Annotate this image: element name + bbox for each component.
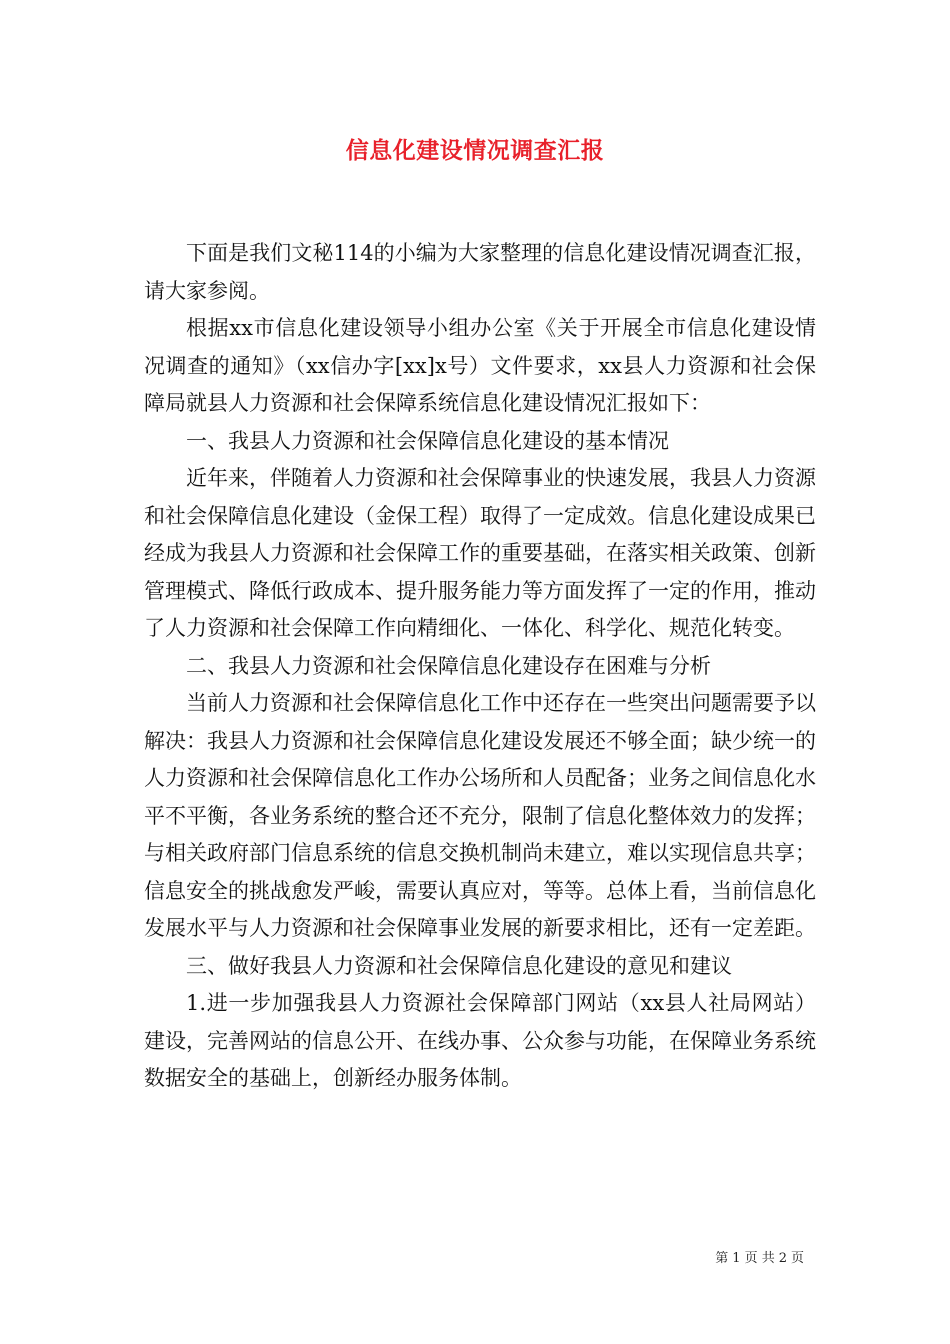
section-2-paragraph: 当前人力资源和社会保障信息化工作中还存在一些突出问题需要予以解决：我县人力资源和社会保障信息化建设发展还不够全面；缺少统一的人力资源和社会保障信息化工作办公场所和人员配备；业务之间信息化水平不平衡，各业务系统的整合还不充分，限制了信息化整体效力的发挥；与相关政府部门信息系统的信息交换机制尚未建立，难以实现信息共享；信息安全的挑战愈发严峻，需要认真应对，等等。总体上看，当前信息化发展水平与人力资源和社会保障事业发展的新要求相比，还有一定差距。 (144, 691, 816, 940)
page-current: 1 (732, 1251, 741, 1266)
section-1-paragraph: 近年来，伴随着人力资源和社会保障事业的快速发展，我县人力资源和社会保障信息化建设（金保工程）取得了一定成效。信息化建设成果已经成为我县人力资源和社会保障工作的重要基础，在落实相关政策、创新管理模式、降低行政成本、提升服务能力等方面发挥了一定的作用，推动了人力资源和社会保障工作向精细化、一体化、科学化、规范化转变。 (144, 466, 816, 640)
page-number (713, 1247, 806, 1266)
page-total: 2 (778, 1251, 787, 1266)
section-3-item-1: 1.进一步加强我县人力资源社会保障部门网站（xx县人社局网站）建设，完善网站的信息公开、在线办事、公众参与功能，在保障业务系统数据安全的基础上，创新经办服务体制。 (144, 991, 816, 1090)
document-title: 信息化建设情况调查汇报 (345, 137, 605, 164)
page-suffix: 页 (790, 1251, 804, 1266)
section-heading-1: 一、我县人力资源和社会保障信息化建设的基本情况 (186, 428, 669, 453)
document-body (144, 235, 816, 1098)
page-middle: 页 共 (744, 1251, 775, 1266)
intro-paragraph: 下面是我们文秘114的小编为大家整理的信息化建设情况调查汇报，请大家参阅。 (144, 241, 816, 303)
section-heading-2: 二、我县人力资源和社会保障信息化建设存在困难与分析 (186, 653, 711, 678)
background-paragraph: 根据xx市信息化建设领导小组办公室《关于开展全市信息化建设情况调查的通知》（xx信办字[xx]x号）文件要求，xx县人力资源和社会保障局就县人力资源和社会保障系统信息化建设情况汇报如下： (144, 316, 816, 415)
section-heading-3: 三、做好我县人力资源和社会保障信息化建设的意见和建议 (186, 953, 732, 978)
page-prefix: 第 (715, 1251, 729, 1266)
